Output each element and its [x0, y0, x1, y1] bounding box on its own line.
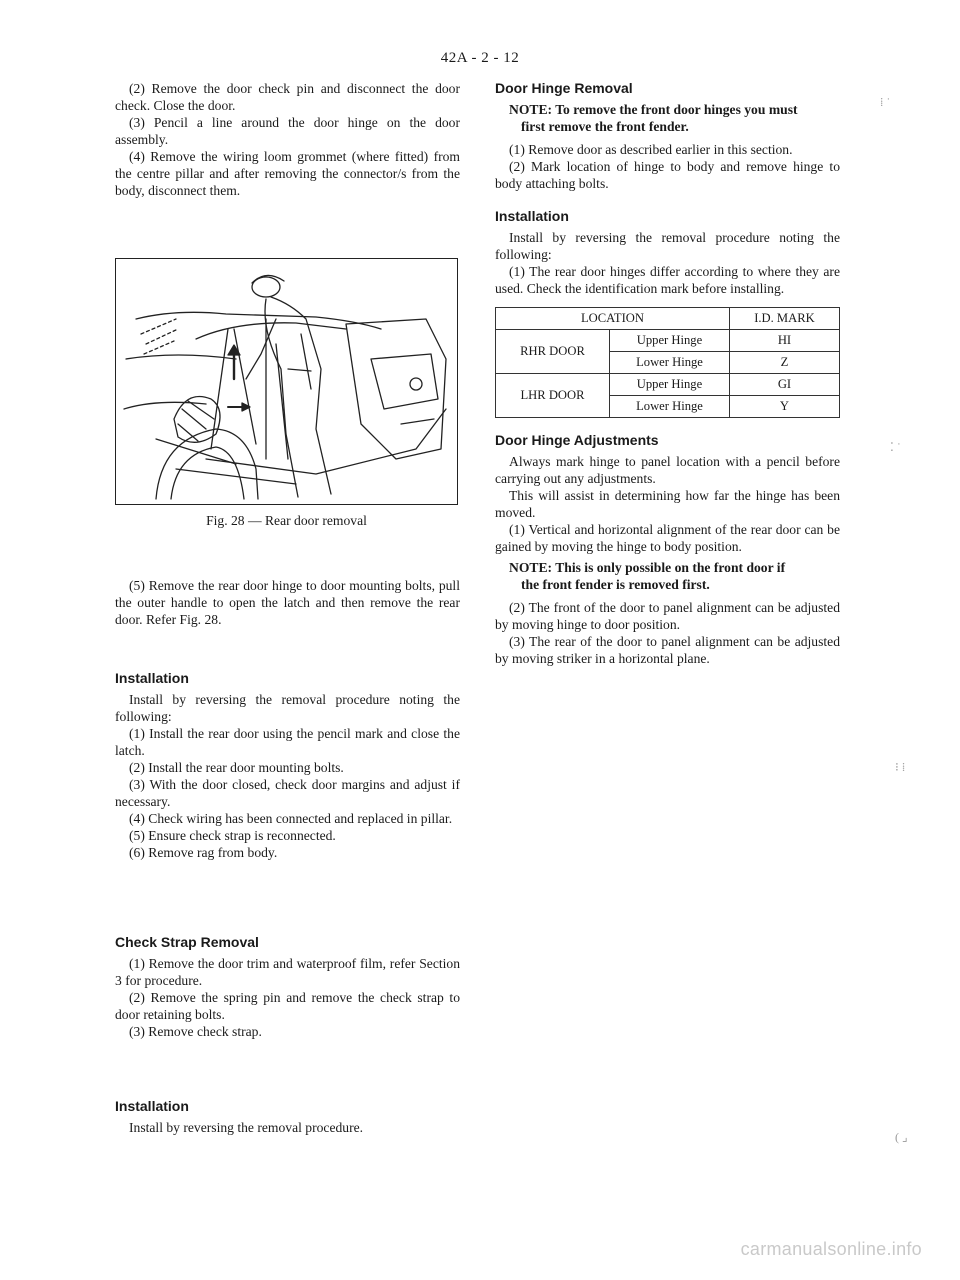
page-number: 42A - 2 - 12 — [440, 50, 520, 66]
table-cell-door: LHR DOOR — [496, 374, 610, 418]
step-text: (1) Remove door as described earlier in this section. — [509, 142, 793, 157]
section-heading: Installation — [115, 670, 189, 686]
watermark: carmanualsonline.info — [740, 1239, 922, 1259]
scan-speck: ⁝ ⁞ — [895, 760, 906, 774]
left-column-step5 — [115, 577, 460, 628]
section-heading: Installation — [115, 1098, 189, 1114]
rear-door-illustration — [116, 259, 456, 503]
step-text: (1) The rear door hinges differ according to where they are used. Check the identification mark before installing. — [495, 264, 840, 296]
note-line: the front fender is removed first. — [521, 577, 710, 592]
step-text: (3) With the door closed, check door margins and adjust if necessary. — [115, 777, 460, 809]
left-check-strap-section — [115, 934, 460, 1040]
table-row — [496, 330, 840, 352]
section-heading: Installation — [495, 208, 569, 224]
section-heading: Check Strap Removal — [115, 934, 259, 950]
paragraph-text: Always mark hinge to panel location with a pencil before carrying out any adjustments. — [495, 454, 840, 486]
step-text: (4) Check wiring has been connected and replaced in pillar. — [129, 811, 453, 826]
step-text: (1) Vertical and horizontal alignment of the rear door can be gained by moving the hinge to body position. — [495, 522, 840, 554]
table-row — [496, 374, 840, 396]
step-text: (6) Remove rag from body. — [129, 845, 278, 860]
left-column-top — [115, 80, 460, 199]
scan-speck: ⁚ ˙ — [890, 440, 901, 454]
note-front-fender — [495, 101, 840, 135]
step-text: (1) Remove the door trim and waterproof film, refer Section 3 for procedure. — [115, 956, 460, 988]
table-header-row — [496, 308, 840, 330]
table-cell-hinge: Upper Hinge — [610, 374, 730, 396]
section-intro: Install by reversing the removal procedure noting the following: — [115, 692, 460, 724]
step-text: (4) Remove the wiring loom grommet (where fitted) from the centre pillar and after removing the connector/s from the body, disconnect them. — [115, 149, 460, 198]
scan-speck: ( ⌟ — [895, 1130, 908, 1144]
table-cell-mark: Z — [729, 352, 839, 374]
hinge-id-table — [495, 307, 840, 418]
step-text: (3) Remove check strap. — [129, 1024, 262, 1039]
table-header-id-mark: I.D. MARK — [729, 308, 839, 330]
note-line: NOTE: To remove the front door hinges you must — [509, 102, 798, 117]
note-front-door — [495, 559, 840, 593]
table-cell-door: RHR DOOR — [496, 330, 610, 374]
table-cell-mark: GI — [729, 374, 839, 396]
step-text: (5) Remove the rear door hinge to door mounting bolts, pull the outer handle to open the latch and then remove the rear door. Refer Fig. 28. — [115, 578, 460, 627]
right-column — [495, 80, 840, 667]
table-cell-hinge: Upper Hinge — [610, 330, 730, 352]
step-text: (3) The rear of the door to panel alignment can be adjusted by moving striker in a horizontal plane. — [495, 634, 840, 666]
section-intro: Install by reversing the removal procedure noting the following: — [495, 230, 840, 262]
left-installation-section — [115, 670, 460, 861]
table-cell-hinge: Lower Hinge — [610, 396, 730, 418]
step-text: (2) Remove the spring pin and remove the check strap to door retaining bolts. — [115, 990, 460, 1022]
table-cell-mark: Y — [729, 396, 839, 418]
left-installation2-section — [115, 1098, 460, 1136]
section-text: Install by reversing the removal procedure. — [129, 1120, 364, 1135]
step-text: (1) Install the rear door using the pencil mark and close the latch. — [115, 726, 460, 758]
note-line: first remove the front fender. — [521, 119, 689, 134]
step-text: (2) Mark location of hinge to body and remove hinge to body attaching bolts. — [495, 159, 840, 191]
figure-rear-door-removal — [115, 258, 458, 505]
table-cell-mark: HI — [729, 330, 839, 352]
paragraph-text: This will assist in determining how far the hinge has been moved. — [495, 488, 840, 520]
step-text: (2) The front of the door to panel alignment can be adjusted by moving hinge to door position. — [495, 600, 840, 632]
section-heading: Door Hinge Removal — [495, 80, 633, 96]
step-text: (2) Install the rear door mounting bolts. — [129, 760, 344, 775]
scan-speck: ⁞ ˙ — [880, 95, 891, 109]
step-text: (2) Remove the door check pin and disconnect the door check. Close the door. — [115, 81, 460, 113]
section-heading: Door Hinge Adjustments — [495, 432, 659, 448]
figure-caption: Fig. 28 — Rear door removal — [206, 513, 367, 528]
table-cell-hinge: Lower Hinge — [610, 352, 730, 374]
note-line: NOTE: This is only possible on the front door if — [509, 560, 786, 575]
step-text: (5) Ensure check strap is reconnected. — [129, 828, 336, 843]
step-text: (3) Pencil a line around the door hinge on the door assembly. — [115, 115, 460, 147]
table-header-location: LOCATION — [496, 308, 730, 330]
